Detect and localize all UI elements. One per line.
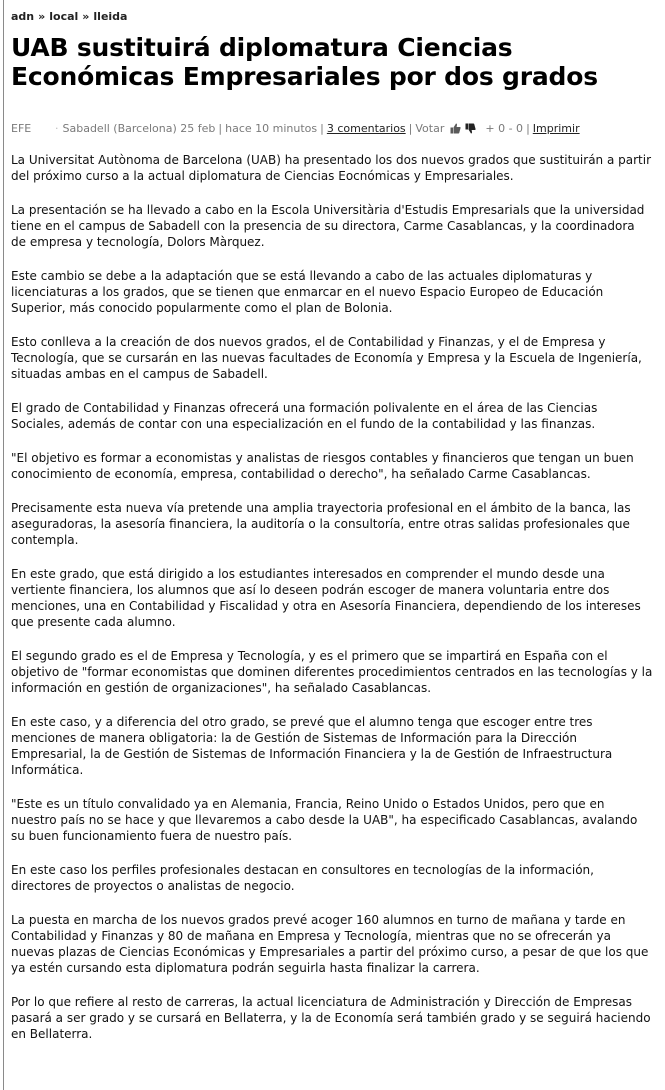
left-border-rule [3,0,4,1090]
breadcrumb-item-adn[interactable]: adn [11,10,35,23]
vote-label: Votar [415,122,445,135]
breadcrumb-item-lleida[interactable]: lleida [93,10,128,23]
vote-score: + 0 - 0 [485,122,524,135]
breadcrumb-separator: » [38,10,46,23]
article-paragraph: La presentación se ha llevado a cabo en la Escola Universitària d'Estudis Empresarials que la universidad tiene en el campus de Sabadell con la presencia de su directora, Carme Casablancas, y la coordinadora de empresa y tecnología, Dolors Màrquez. [11,203,645,249]
breadcrumb [11,10,127,23]
article-paragraph: En este grado, que está dirigido a los estudiantes interesados en comprender el mundo desde una vertiente financiera, los alumnos que así lo deseen podrán escoger de manera voluntaria entre dos menciones, una en Contabilidad y Fiscalidad y otra en Asesoría Financiera, dependiendo de los intereses que presente cada alumno. [11,567,641,629]
article-paragraph: "El objetivo es formar a economistas y analistas de riesgos contables y financieros que tengan un buen conocimiento de economía, empresa, contabilidad o derecho", ha señalado Carme Casablancas. [11,451,634,481]
location-date: Sabadell (Barcelona) 25 feb [62,122,216,135]
comments-link[interactable]: 3 comentarios [326,122,406,135]
article-paragraph: Precisamente esta nueva vía pretende una amplia trayectoria profesional en el ámbito de la banca, las aseguradoras, la asesoría financiera, la auditoría o la consultoría, entre otras salidas profesionales que contempla. [11,501,631,547]
article-paragraph: En este caso los perfiles profesionales destacan en consultores en tecnologías de la información, directores de proyectos o analistas de negocio. [11,863,594,893]
breadcrumb-item-local[interactable]: local [49,10,79,23]
article-paragraph: Por lo que refiere al resto de carreras, la actual licenciatura de Administración y Dirección de Empresas pasará a ser grado y se cursará en Bellaterra, y la de Economía será también grado y se seguirá haciendo en Bellaterra. [11,995,651,1041]
article-paragraph: Este cambio se debe a la adaptación que se está llevando a cabo de las actuales diplomaturas y licenciaturas a los grados, que se tienen que enmarcar en el nuevo Espacio Europeo de Educación Superior, más conocido popularmente como el plan de Bolonia. [11,269,604,315]
article-body [11,152,653,1060]
article-paragraph: En este caso, y a diferencia del otro grado, se prevé que el alumno tenga que escoger entre tres menciones de manera obligatoria: la de Gestión de Sistemas de Información para la Dirección Empresarial, la de Gestión de Sistemas de Información Financiera y la de Gestión de Infraestructura Informática. [11,715,613,777]
meta-dot: · [55,122,59,135]
article-title: UAB sustituirá diplomatura Ciencias Económicas Empresariales por dos grados [11,33,598,91]
time-ago: hace 10 minutos [225,122,318,135]
print-link[interactable]: Imprimir [532,122,580,135]
article-paragraph: El segundo grado es el de Empresa y Tecnología, y es el primero que se impartirá en España con el objetivo de "formar economistas que dominen diferentes procedimientos centrados en las tecnologías y la información en gestión de organizaciones", ha señalado Casablancas. [11,649,653,695]
thumbs-down-icon[interactable] [465,123,476,138]
breadcrumb-separator: » [82,10,90,23]
article-paragraph: Esto conlleva a la creación de dos nuevos grados, el de Contabilidad y Finanzas, y el de Empresa y Tecnología, que se cursarán en las nuevas facultades de Economía y Empresa y la Escuela de Ingeniería, situadas ambas en el campus de Sabadell. [11,335,642,381]
article-paragraph: "Este es un título convalidado ya en Alemania, Francia, Reino Unido o Estados Unidos, pero que en nuestro país no se hace y que llevaremos a cabo desde la UAB", ha especificado Casablancas, avalando su buen funcionamiento fuera de nuestro país. [11,797,638,843]
article-paragraph: La puesta en marcha de los nuevos grados prevé acoger 160 alumnos en turno de mañana y tarde en Contabilidad y Finanzas y 80 de mañana en Empresa y Tecnología, mientras que no se ofrecerán ya nuevas plazas de Ciencias Económicas y Empresariales a partir del próximo curso, a pesar de que los que ya estén cursando esta diplomatura podrán seguirla hasta finalizar la carrera. [11,913,649,975]
article-paragraph: La Universitat Autònoma de Barcelona (UAB) ha presentado los dos nuevos grados que sustituirán a partir del próximo curso a la actual diplomatura de Ciencias Eocnómicas y Empresariales. [11,153,652,183]
thumbs-up-icon[interactable] [450,123,461,138]
article-meta: EFE · Sabadell (Barcelona) 25 feb | hace 10 minutos | 3 comentarios | Votar + 0 - 0 | Imprimir [11,122,651,138]
news-source: EFE [11,122,32,135]
article-paragraph: El grado de Contabilidad y Finanzas ofrecerá una formación polivalente en el área de las Ciencias Sociales, además de contar con una especialización en el fundo de la contabilidad y las finanzas. [11,401,598,431]
